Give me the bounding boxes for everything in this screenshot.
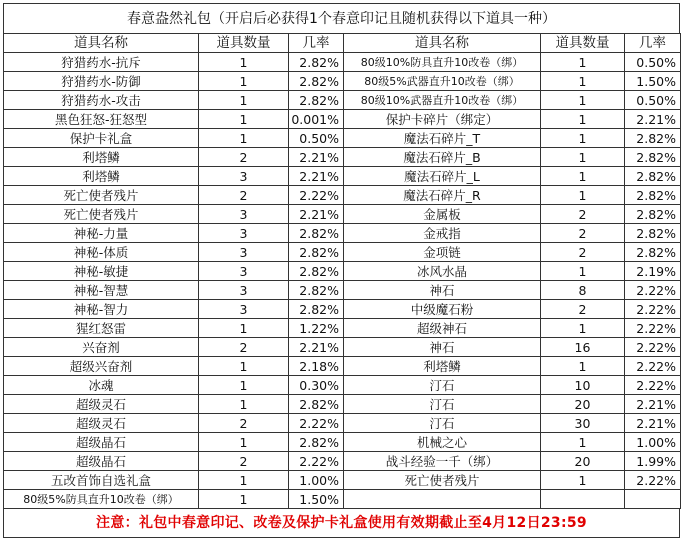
probability-cell: 2.82%: [625, 186, 681, 205]
header-quantity-right: 道具数量: [541, 34, 625, 53]
quantity-cell: 3: [199, 262, 289, 281]
probability-cell: 1.99%: [625, 452, 681, 471]
quantity-cell: 2: [199, 338, 289, 357]
quantity-cell: 2: [199, 414, 289, 433]
probability-cell: 2.82%: [625, 129, 681, 148]
table-row: [4, 281, 681, 300]
quantity-cell: 8: [541, 281, 625, 300]
table-row: [4, 243, 681, 262]
probability-cell: 2.22%: [289, 452, 344, 471]
quantity-cell: 1: [541, 319, 625, 338]
table-row: [4, 53, 681, 72]
probability-cell: 2.82%: [625, 243, 681, 262]
item-name-cell: 机械之心: [344, 433, 541, 452]
quantity-cell: 2: [541, 205, 625, 224]
quantity-cell: 10: [541, 376, 625, 395]
header-item-name-left: 道具名称: [4, 34, 199, 53]
quantity-cell: 3: [199, 205, 289, 224]
probability-cell: 2.82%: [289, 72, 344, 91]
quantity-cell: 2: [199, 148, 289, 167]
quantity-cell: 1: [199, 72, 289, 91]
item-name-cell: 超级神石: [344, 319, 541, 338]
item-name-cell: 80级10%武器直升10改卷（绑）: [344, 91, 541, 110]
item-name-cell: 金戒指: [344, 224, 541, 243]
item-name-cell: 超级晶石: [4, 433, 199, 452]
item-name-cell: 利塔鳞: [4, 167, 199, 186]
quantity-cell: 1: [541, 91, 625, 110]
table-row: [4, 395, 681, 414]
probability-cell: 2.82%: [289, 395, 344, 414]
quantity-cell: 1: [199, 395, 289, 414]
probability-cell: 2.82%: [625, 205, 681, 224]
item-name-cell: 死亡使者残片: [4, 186, 199, 205]
probability-cell: 0.30%: [289, 376, 344, 395]
table-row: [4, 224, 681, 243]
quantity-cell: 1: [199, 433, 289, 452]
probability-cell: 2.21%: [289, 148, 344, 167]
item-name-cell: 超级晶石: [4, 452, 199, 471]
probability-cell: 1.00%: [289, 471, 344, 490]
probability-cell: 2.82%: [289, 243, 344, 262]
table-row: [4, 471, 681, 490]
quantity-cell: 1: [541, 53, 625, 72]
reward-sheet: [3, 3, 680, 538]
quantity-cell: 3: [199, 281, 289, 300]
quantity-cell: 1: [541, 129, 625, 148]
item-name-cell: 黑色狂怒-狂怒型: [4, 110, 199, 129]
quantity-cell: 1: [199, 53, 289, 72]
quantity-cell: 1: [541, 167, 625, 186]
probability-cell: 2.21%: [289, 167, 344, 186]
probability-cell: 2.22%: [625, 300, 681, 319]
quantity-cell: [541, 490, 625, 509]
probability-cell: 2.21%: [289, 205, 344, 224]
item-name-cell: 金项链: [344, 243, 541, 262]
item-name-cell: 汀石: [344, 414, 541, 433]
quantity-cell: 3: [199, 243, 289, 262]
quantity-cell: 1: [199, 471, 289, 490]
quantity-cell: 2: [199, 186, 289, 205]
quantity-cell: 1: [199, 110, 289, 129]
probability-cell: 1.22%: [289, 319, 344, 338]
item-name-cell: 神秘-智慧: [4, 281, 199, 300]
probability-cell: 2.18%: [289, 357, 344, 376]
probability-cell: 2.22%: [289, 186, 344, 205]
item-name-cell: 神秘-敏捷: [4, 262, 199, 281]
item-name-cell: 神石: [344, 338, 541, 357]
item-name-cell: 战斗经验一千（绑）: [344, 452, 541, 471]
probability-cell: 2.19%: [625, 262, 681, 281]
probability-cell: 1.50%: [289, 490, 344, 509]
item-name-cell: 魔法石碎片_R: [344, 186, 541, 205]
quantity-cell: 1: [541, 357, 625, 376]
probability-cell: 2.82%: [625, 224, 681, 243]
table-row: [4, 148, 681, 167]
item-name-cell: 80级10%防具直升10改卷（绑）: [344, 53, 541, 72]
item-name-cell: 80级5%武器直升10改卷（绑）: [344, 72, 541, 91]
quantity-cell: 1: [541, 262, 625, 281]
probability-cell: 2.82%: [625, 167, 681, 186]
item-name-cell: 神石: [344, 281, 541, 300]
quantity-cell: 1: [541, 110, 625, 129]
item-name-cell: 兴奋剂: [4, 338, 199, 357]
item-name-cell: 中级魔石粉: [344, 300, 541, 319]
header-row: [4, 34, 681, 53]
quantity-cell: 1: [541, 471, 625, 490]
quantity-cell: 1: [541, 186, 625, 205]
quantity-cell: 1: [541, 148, 625, 167]
item-name-cell: 死亡使者残片: [344, 471, 541, 490]
item-name-cell: 神秘-力量: [4, 224, 199, 243]
probability-cell: 2.82%: [289, 224, 344, 243]
probability-cell: 1.00%: [625, 433, 681, 452]
probability-cell: 2.21%: [289, 338, 344, 357]
table-row: [4, 338, 681, 357]
table-row: [4, 72, 681, 91]
table-row: [4, 186, 681, 205]
quantity-cell: 20: [541, 452, 625, 471]
table-row: [4, 167, 681, 186]
table-row: [4, 262, 681, 281]
probability-cell: 0.50%: [625, 53, 681, 72]
item-name-cell: 冰风水晶: [344, 262, 541, 281]
item-name-cell: 魔法石碎片_L: [344, 167, 541, 186]
item-name-cell: 猩红怒雷: [4, 319, 199, 338]
probability-cell: 2.82%: [289, 281, 344, 300]
quantity-cell: 1: [541, 72, 625, 91]
probability-cell: 2.22%: [625, 471, 681, 490]
item-name-cell: 神秘-体质: [4, 243, 199, 262]
quantity-cell: 1: [199, 490, 289, 509]
item-name-cell: 神秘-智力: [4, 300, 199, 319]
quantity-cell: 2: [541, 224, 625, 243]
expiry-notice: 注意：礼包中春意印记、改卷及保护卡礼盒使用有效期截止至4月12日23:59: [3, 509, 680, 538]
table-row: [4, 129, 681, 148]
header-probability-left: 几率: [289, 34, 344, 53]
item-name-cell: 80级5%防具直升10改卷（绑）: [4, 490, 199, 509]
item-name-cell: 死亡使者残片: [4, 205, 199, 224]
probability-cell: 2.22%: [625, 376, 681, 395]
item-name-cell: 超级灵石: [4, 395, 199, 414]
probability-cell: 2.22%: [289, 414, 344, 433]
probability-cell: 0.50%: [625, 91, 681, 110]
table-row: [4, 319, 681, 338]
item-name-cell: 超级兴奋剂: [4, 357, 199, 376]
item-name-cell: 汀石: [344, 395, 541, 414]
probability-cell: 2.21%: [625, 110, 681, 129]
probability-cell: 2.82%: [289, 300, 344, 319]
quantity-cell: 30: [541, 414, 625, 433]
table-row: [4, 357, 681, 376]
probability-cell: 0.50%: [289, 129, 344, 148]
item-name-cell: 超级灵石: [4, 414, 199, 433]
sheet-title: 春意盎然礼包（开启后必获得1个春意印记且随机获得以下道具一种）: [3, 3, 680, 33]
table-row: [4, 433, 681, 452]
quantity-cell: 1: [199, 357, 289, 376]
item-name-cell: 魔法石碎片_T: [344, 129, 541, 148]
table-row: [4, 376, 681, 395]
item-name-cell: 利塔鳞: [344, 357, 541, 376]
header-item-name-right: 道具名称: [344, 34, 541, 53]
quantity-cell: 3: [199, 224, 289, 243]
probability-cell: 2.82%: [625, 148, 681, 167]
quantity-cell: 20: [541, 395, 625, 414]
probability-cell: 2.21%: [625, 395, 681, 414]
probability-cell: 2.21%: [625, 414, 681, 433]
quantity-cell: 2: [199, 452, 289, 471]
item-name-cell: 魔法石碎片_B: [344, 148, 541, 167]
quantity-cell: 1: [199, 129, 289, 148]
probability-cell: 2.22%: [625, 319, 681, 338]
table-row: [4, 490, 681, 509]
table-row: [4, 205, 681, 224]
header-quantity-left: 道具数量: [199, 34, 289, 53]
item-name-cell: 保护卡礼盒: [4, 129, 199, 148]
table-row: [4, 300, 681, 319]
reward-table: [3, 33, 681, 509]
quantity-cell: 1: [199, 91, 289, 110]
quantity-cell: 3: [199, 300, 289, 319]
item-name-cell: 保护卡碎片（绑定）: [344, 110, 541, 129]
quantity-cell: 1: [541, 433, 625, 452]
quantity-cell: 2: [541, 243, 625, 262]
item-name-cell: 冰魂: [4, 376, 199, 395]
item-name-cell: 狩猎药水-抗斥: [4, 53, 199, 72]
item-name-cell: 狩猎药水-攻击: [4, 91, 199, 110]
probability-cell: 2.22%: [625, 357, 681, 376]
probability-cell: 0.001%: [289, 110, 344, 129]
quantity-cell: 2: [541, 300, 625, 319]
table-row: [4, 414, 681, 433]
table-row: [4, 452, 681, 471]
item-name-cell: 金属板: [344, 205, 541, 224]
probability-cell: 2.82%: [289, 262, 344, 281]
probability-cell: [625, 490, 681, 509]
quantity-cell: 1: [199, 319, 289, 338]
table-row: [4, 110, 681, 129]
probability-cell: 2.22%: [625, 338, 681, 357]
item-name-cell: 狩猎药水-防御: [4, 72, 199, 91]
table-row: [4, 91, 681, 110]
probability-cell: 1.50%: [625, 72, 681, 91]
item-name-cell: 利塔鳞: [4, 148, 199, 167]
probability-cell: 2.22%: [625, 281, 681, 300]
header-probability-right: 几率: [625, 34, 681, 53]
item-name-cell: 汀石: [344, 376, 541, 395]
quantity-cell: 16: [541, 338, 625, 357]
probability-cell: 2.82%: [289, 53, 344, 72]
item-name-cell: 五改首饰自选礼盒: [4, 471, 199, 490]
item-name-cell: [344, 490, 541, 509]
probability-cell: 2.82%: [289, 433, 344, 452]
quantity-cell: 3: [199, 167, 289, 186]
quantity-cell: 1: [199, 376, 289, 395]
probability-cell: 2.82%: [289, 91, 344, 110]
